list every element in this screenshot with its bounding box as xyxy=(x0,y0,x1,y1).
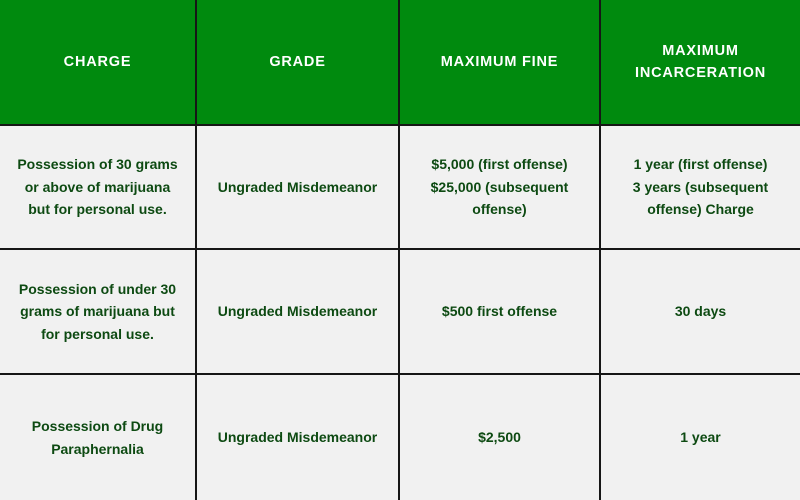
header-maximum-incarceration: MAXIMUM INCARCERATION xyxy=(601,0,800,126)
row-2-charge: Possession of under 30 grams of marijuana but for personal use. xyxy=(0,250,197,375)
row-1-charge: Possession of 30 grams or above of marijuana but for personal use. xyxy=(0,126,197,250)
row-1-fine: $5,000 (first offense) $25,000 (subsequent offense) xyxy=(400,126,601,250)
row-3-grade: Ungraded Misdemeanor xyxy=(197,375,400,500)
row-2-grade: Ungraded Misdemeanor xyxy=(197,250,400,375)
header-grade: GRADE xyxy=(197,0,400,126)
row-3-fine: $2,500 xyxy=(400,375,601,500)
header-charge: CHARGE xyxy=(0,0,197,126)
row-2-fine: $500 first offense xyxy=(400,250,601,375)
row-2-incarceration: 30 days xyxy=(601,250,800,375)
header-maximum-fine: MAXIMUM FINE xyxy=(400,0,601,126)
row-3-charge: Possession of Drug Paraphernalia xyxy=(0,375,197,500)
row-1-incarceration: 1 year (first offense) 3 years (subsequent offense) Charge xyxy=(601,126,800,250)
row-1-grade: Ungraded Misdemeanor xyxy=(197,126,400,250)
row-3-incarceration: 1 year xyxy=(601,375,800,500)
